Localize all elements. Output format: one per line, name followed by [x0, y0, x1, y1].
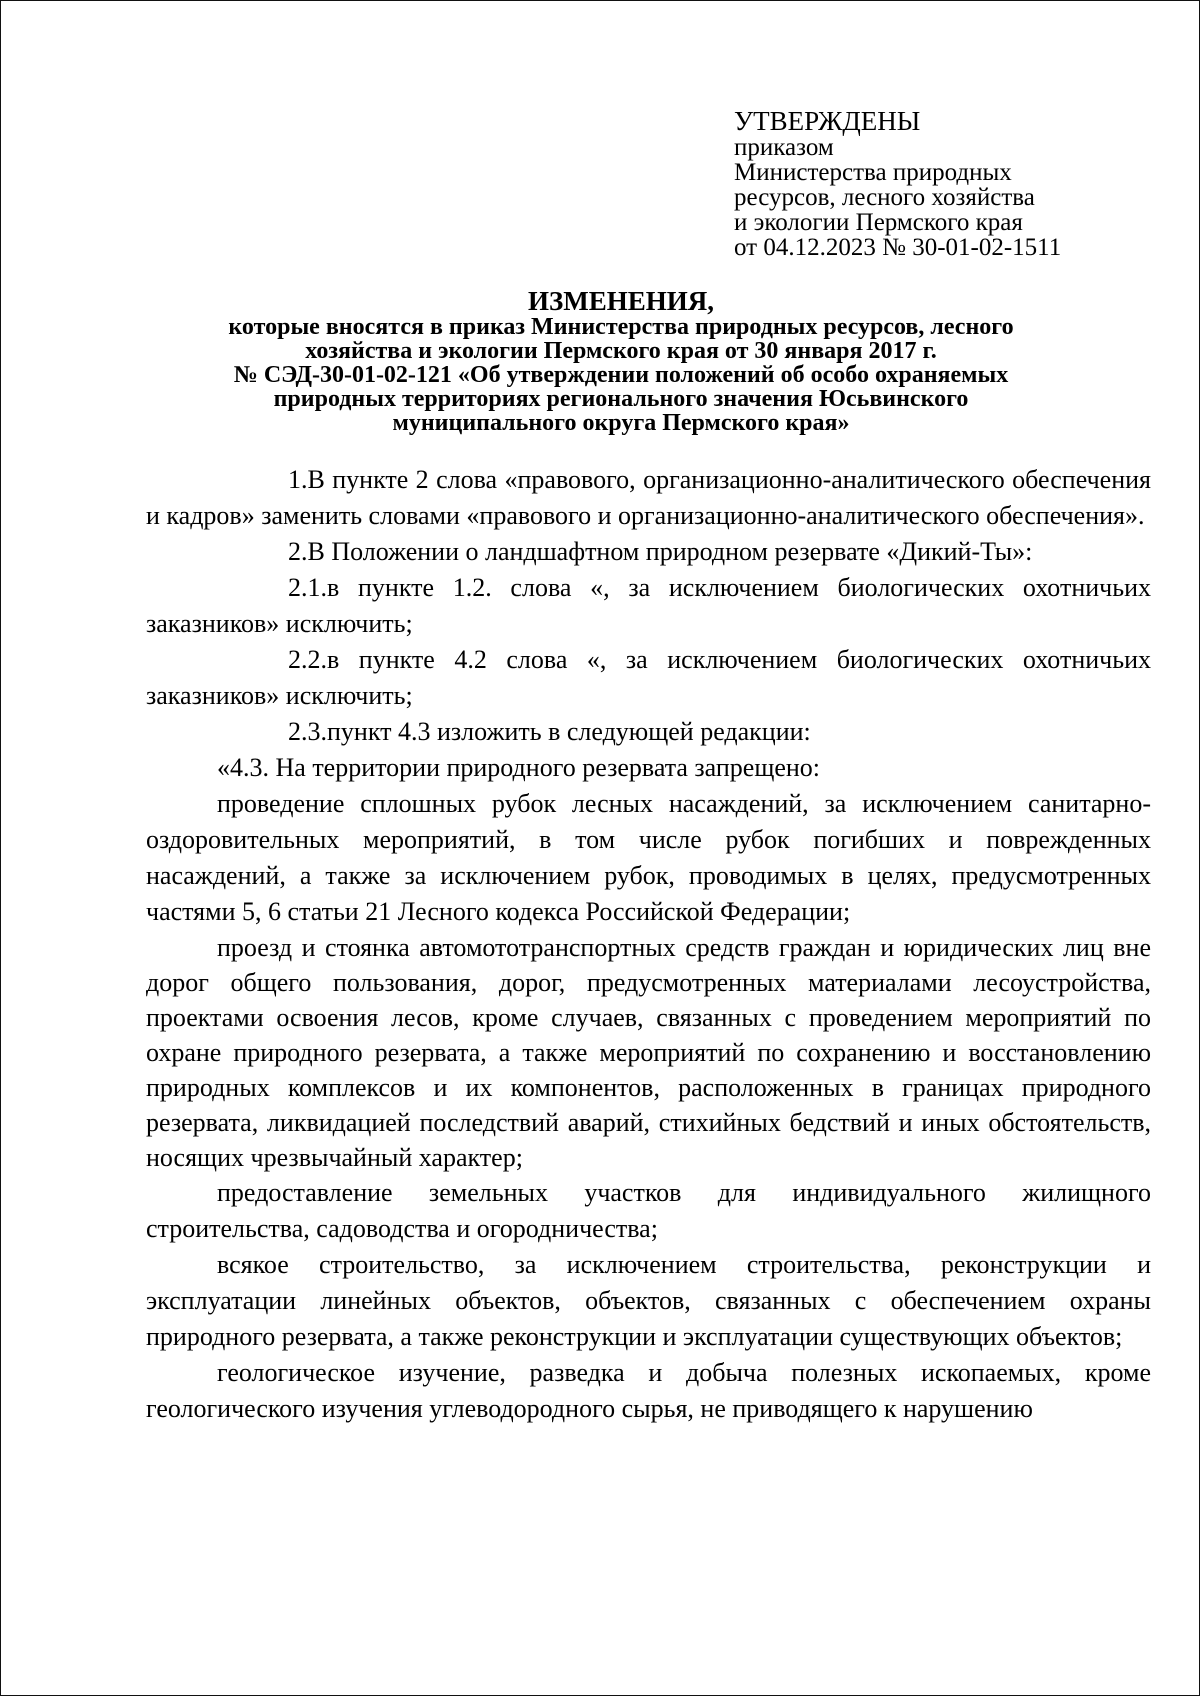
- title-line: муниципального округа Пермского края»: [392, 410, 850, 436]
- paragraph-text: всякое строительство, за исключением строительства, реконструкции и эксплуатации линейных объектов, объектов, связанных с обеспечением охраны природного резервата, а также реконструкции и эксплуатации существующих объектов;: [146, 1250, 1151, 1351]
- paragraph-text: предоставление земельных участков для индивидуального жилищного строительства, садоводства и огородничества;: [146, 1178, 1151, 1243]
- paragraph-text: в пункте 4.2 слова «, за исключением биологических охотничьих заказников» исключить;: [146, 645, 1151, 710]
- paragraph-text: проведение сплошных рубок лесных насаждений, за исключением санитарно-оздоровительных мероприятий, в том числе рубок погибших и поврежденных насаждений, а также за исключением рубок, проводимых в целях, предусмотренных частями 5, 6 статьи 21 Лесного кодекса Российской Федерации;: [146, 789, 1151, 926]
- title-line: природных территориях регионального значения Юсьвинского: [273, 386, 969, 412]
- paragraph-2-3: [146, 714, 1151, 750]
- title-main: ИЗМЕНЕНИЯ,: [527, 286, 714, 316]
- paragraph-geology: [146, 1355, 1151, 1427]
- paragraph-number: 2.: [288, 537, 308, 566]
- approval-line: ресурсов, лесного хозяйства: [734, 184, 1035, 211]
- document-title: [146, 287, 1096, 435]
- paragraph-number: 1.: [288, 465, 308, 494]
- paragraph-construction: [146, 1247, 1151, 1355]
- paragraph-number: 2.2.: [288, 645, 327, 674]
- approval-heading: УТВЕРЖДЕНЫ: [734, 106, 921, 136]
- title-line: которые вносятся в приказ Министерства природных ресурсов, лесного: [228, 314, 1014, 340]
- approval-line: от 04.12.2023 № 30-01-02-1511: [734, 234, 1062, 261]
- paragraph-text: проезд и стоянка автомототранспортных средств граждан и юридических лиц вне дорог общего пользования, дорог, предусмотренных материалами лесоустройства, проектами освоения лесов, кроме случаев, связанных с проведением мероприятий по охране природного резервата, а также мероприятий по сохранению и восстановлению природных комплексов и их компонентов, расположенных в границах природного резервата, ликвидацией последствий аварий, стихийных бедствий и иных обстоятельств, носящих чрезвычайный характер;: [146, 933, 1151, 1172]
- paragraph-vehicles: [146, 930, 1151, 1175]
- paragraph-clearcut: [146, 786, 1151, 930]
- approval-block: [734, 107, 1154, 260]
- paragraph-2-1: [146, 570, 1151, 642]
- paragraph-2-2: [146, 642, 1151, 714]
- paragraph-text: в пункте 1.2. слова «, за исключением биологических охотничьих заказников» исключить;: [146, 573, 1151, 638]
- paragraph-number: 2.1.: [288, 573, 327, 602]
- paragraph-2: [146, 534, 1151, 570]
- paragraph-1: [146, 462, 1151, 534]
- document-body: [146, 462, 1151, 1427]
- paragraph-4-3: [146, 750, 1151, 786]
- paragraph-text: «4.3. На территории природного резервата запрещено:: [217, 753, 821, 782]
- approval-line: Министерства природных: [734, 159, 1012, 186]
- paragraph-number: 2.3.: [288, 717, 327, 746]
- paragraph-text: В пункте 2 слова «правового, организационно-аналитического обеспечения и кадров» заменить словами «правового и организационно-аналитического обеспечения».: [146, 465, 1151, 530]
- title-line: № СЭД-30-01-02-121 «Об утверждении положений об особо охраняемых: [233, 362, 1009, 388]
- approval-line: и экологии Пермского края: [734, 209, 1023, 236]
- paragraph-text: В Положении о ландшафтном природном резервате «Дикий-Ты»:: [307, 537, 1033, 566]
- approval-line: приказом: [734, 134, 834, 161]
- paragraph-text: геологическое изучение, разведка и добыча полезных ископаемых, кроме геологического изучения углеводородного сырья, не приводящего к нарушению: [146, 1358, 1151, 1423]
- title-line: хозяйства и экологии Пермского края от 30 января 2017 г.: [305, 338, 937, 364]
- paragraph-text: пункт 4.3 изложить в следующей редакции:: [327, 717, 811, 746]
- paragraph-land: [146, 1175, 1151, 1247]
